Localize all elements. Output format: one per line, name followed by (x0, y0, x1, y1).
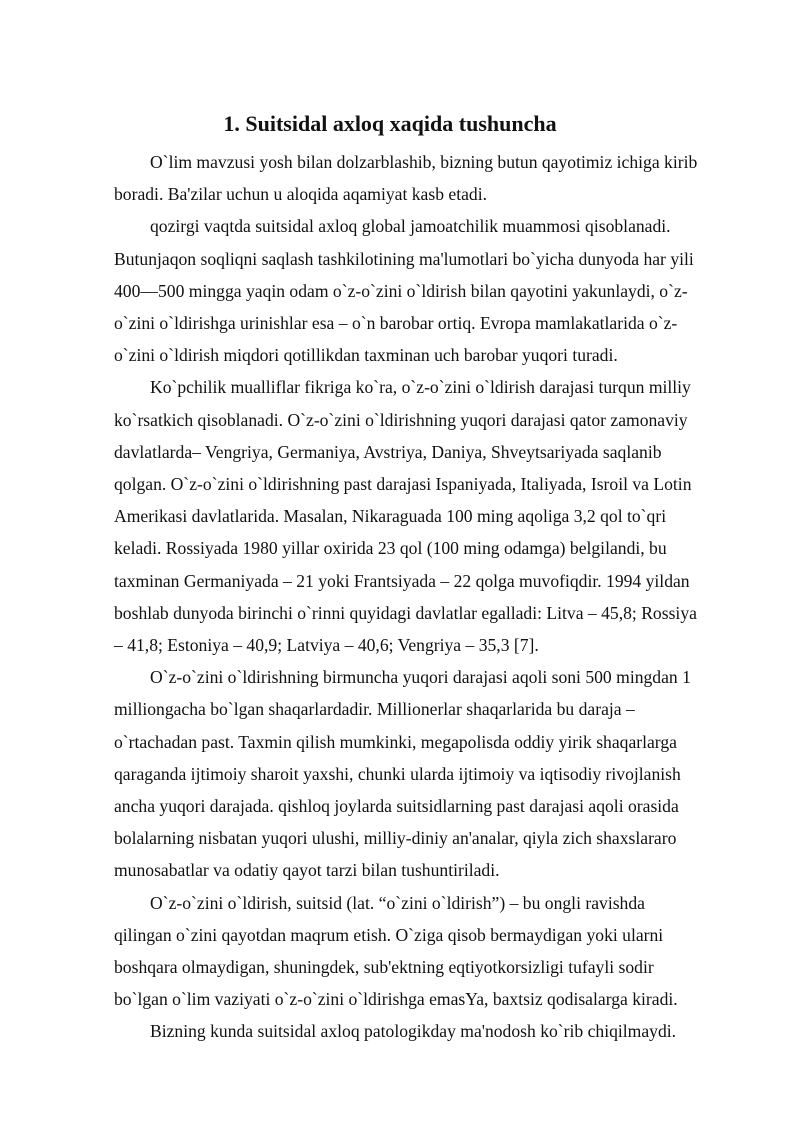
text-line: qolgan. O`z-o`zini o`ldirishning past darajasi Ispaniyada, Italiyada, Isroil va Lotin (114, 474, 692, 495)
text-line: qilingan o`zini qayotdan maqrum etish. O`ziga qisob bermaydigan yoki ularni (114, 924, 664, 945)
paragraph (114, 210, 744, 371)
text-line: bo`lgan o`lim vaziyati o`z-o`zini o`ldirishga emasYa, baxtsiz qodisalarga kiradi. (114, 989, 678, 1010)
text-line: Bizning kunda suitsidal axloq patologikday ma'nodosh ko`rib chiqilmaydi. (150, 1021, 677, 1042)
text-line: boradi. Ba'zilar uchun u aloqida aqamiyat kasb etadi. (114, 184, 487, 205)
text-line: 400—500 mingga yaqin odam o`z-o`zini o`ldirish bilan qayotini yakunlaydi, o`z- (114, 280, 688, 301)
text-line: Ko`pchilik mualliflar fikriga ko`ra, o`z-o`zini o`ldirish darajasi turqun milliy (150, 377, 691, 398)
text-line: Amerikasi davlatlarida. Masalan, Nikaraguada 100 ming aqoliga 3,2 qol to`qri (114, 506, 667, 527)
text-line: bolalarning nisbatan yuqori ulushi, milliy-diniy an'analar, qiyla zich shaxslararo (114, 828, 677, 849)
text-line: o`zini o`ldirish miqdori qotillikdan taxminan uch barobar yuqori turadi. (114, 345, 618, 366)
text-line: munosabatlar va odatiy qayot tarzi bilan tushuntiriladi. (114, 860, 500, 881)
text-line: – 41,8; Estoniya – 40,9; Latviya – 40,6; Vengriya – 35,3 [7]. (114, 635, 539, 656)
text-line: milliongacha bo`lgan shaqarlardadir. Millionerlar shaqarlarida bu daraja – (114, 699, 635, 720)
paragraph (114, 1015, 744, 1047)
paragraph (114, 887, 744, 1016)
text-line: boshqara olmaydigan, shuningdek, sub'ektning eqtiyotkorsizligi tufayli sodir (114, 957, 654, 978)
text-line: boshlab dunyoda birinchi o`rinni quyidagi davlatlar egalladi: Litva – 45,8; Rossiya (114, 602, 697, 623)
text-line: davlatlarda– Vengriya, Germaniya, Avstriya, Daniya, Shveytsariyada saqlanib (114, 441, 662, 462)
paragraph (114, 371, 744, 661)
text-line: keladi. Rossiyada 1980 yillar oxirida 23 qol (100 ming odamga) belgilandi, bu (114, 538, 667, 559)
text-line: O`z-o`zini o`ldirishning birmuncha yuqori darajasi aqoli soni 500 mingdan 1 (150, 667, 691, 688)
text-line: taxminan Germaniyada – 21 yoki Frantsiyada – 22 qolga muvofiqdir. 1994 yildan (114, 570, 690, 591)
text-line: ko`rsatkich qisoblanadi. O`z-o`zini o`ldirishning yuqori darajasi qator zamonaviy (114, 409, 688, 430)
text-line: ancha yuqori darajada. qishloq joylarda suitsidlarning past darajasi aqoli orasida (114, 796, 679, 817)
text-line: o`rtachadan past. Taxmin qilish mumkinki, megapolisda oddiy yirik shaqarlarga (114, 731, 677, 752)
text-line: Butunjaqon soqliqni saqlash tashkilotining ma'lumotlari bo`yicha dunyoda har yili (114, 248, 694, 269)
paragraph (114, 661, 744, 886)
page-title: 1. Suitsidal axloq xaqida tushuncha (223, 111, 557, 136)
paragraph (114, 146, 744, 210)
document-body (114, 146, 744, 1048)
text-line: qozirgi vaqtda suitsidal axloq global jamoatchilik muammosi qisoblanadi. (150, 216, 671, 237)
text-line: qaraganda ijtimoiy sharoit yaxshi, chunki ularda ijtimoiy va iqtisodiy rivojlanish (114, 763, 681, 784)
text-line: o`zini o`ldirishga urinishlar esa – o`n barobar ortiq. Evropa mamlakatlarida o`z- (114, 313, 678, 334)
text-line: O`z-o`zini o`ldirish, suitsid (lat. “o`zini o`ldirish”) – bu ongli ravishda (150, 892, 645, 913)
text-line: O`lim mavzusi yosh bilan dolzarblashib, bizning butun qayotimiz ichiga kirib (150, 152, 698, 172)
